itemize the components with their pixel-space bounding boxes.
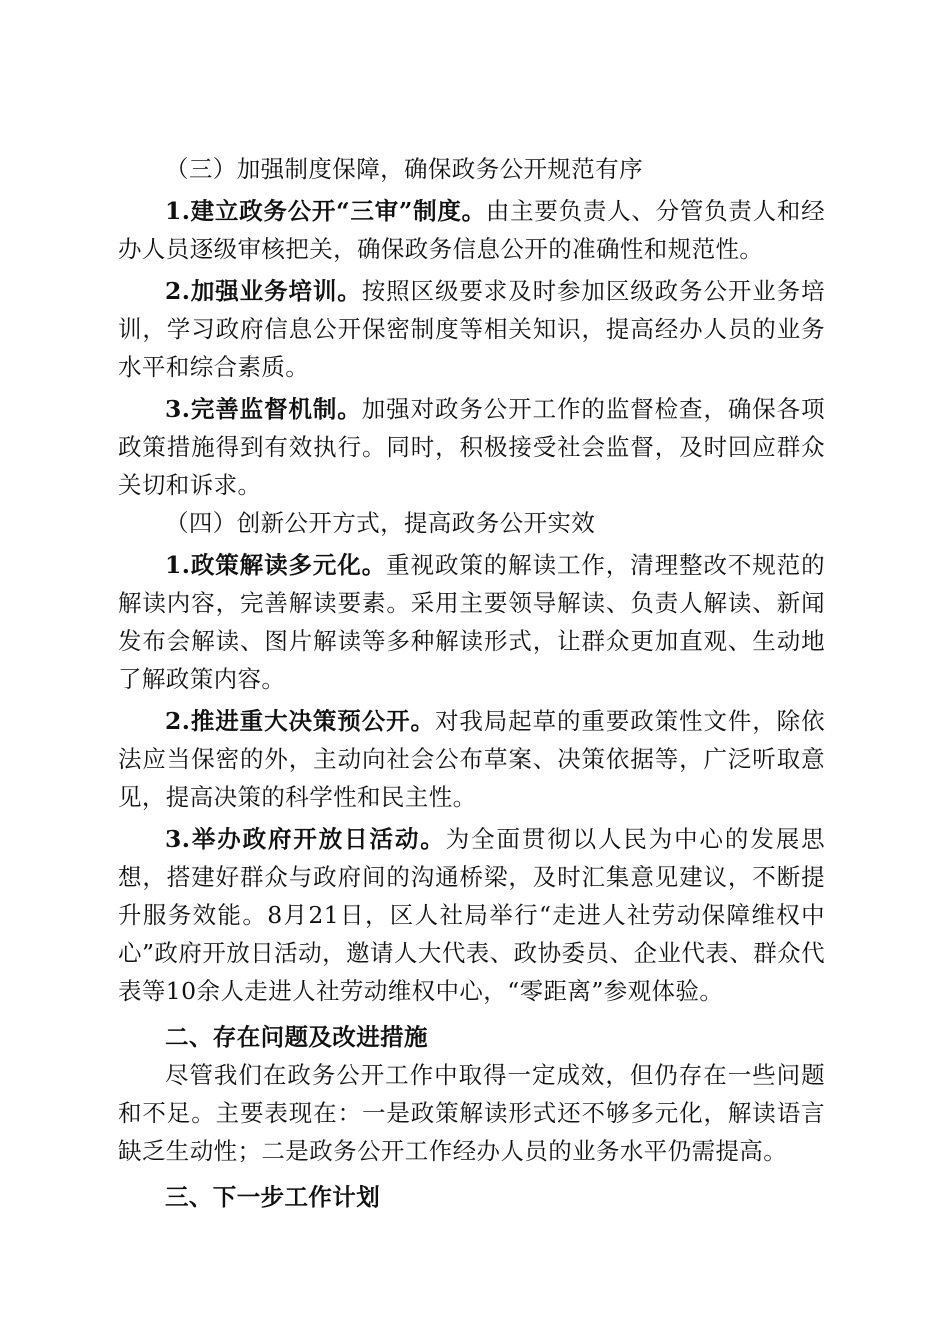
paragraph-section-2 [118,1056,825,1170]
paragraph-4-3 [118,820,825,1010]
paragraph-3-1 [118,192,825,268]
paragraph-4-1-text: 重视政策的解读工作，清理整改不规范的解读内容，完善解读要素。采用主要领导解读、负责人解读、新闻发布会解读、图片解读等多种解读形式，让群众更加直观、生动地了解政策内容。 [118,551,825,693]
document-body [118,150,825,1216]
subsection-heading-3-text: （三）加强制度保障，确保政务公开规范有序 [165,155,643,183]
paragraph-3-3-text: 加强对政务公开工作的监督检查，确保各项政策措施得到有效执行。同时，积极接受社会监督，及时回应群众关切和诉求。 [118,395,825,499]
paragraph-4-1 [118,546,825,698]
section-heading-3 [118,1178,825,1216]
subsection-heading-4 [118,504,825,542]
section-heading-3-text: 三、下一步工作计划 [165,1183,381,1211]
subsection-heading-3 [118,150,825,188]
paragraph-3-3-lead: 3.完善监督机制。 [165,395,362,423]
paragraph-4-1-lead: 1.政策解读多元化。 [165,551,387,579]
section-heading-2 [118,1018,825,1056]
paragraph-3-2-lead: 2.加强业务培训。 [165,277,362,305]
paragraph-3-1-text: 由主要负责人、分管负责人和经办人员逐级审核把关，确保政务信息公开的准确性和规范性。 [118,197,825,263]
paragraph-section-2-text: 尽管我们在政务公开工作中取得一定成效，但仍存在一些问题和不足。主要表现在：一是政策解读形式还不够多元化，解读语言缺乏生动性；二是政务公开工作经办人员的业务水平仍需提高。 [118,1061,825,1165]
section-heading-2-text: 二、存在问题及改进措施 [165,1023,428,1051]
paragraph-3-1-lead: 1.建立政务公开“三审”制度。 [165,197,486,225]
paragraph-4-2-lead: 2.推进重大决策预公开。 [165,707,435,735]
paragraph-4-3-lead: 3.举办政府开放日活动。 [165,825,446,853]
subsection-heading-4-text: （四）创新公开方式，提高政务公开实效 [165,509,596,537]
paragraph-4-2 [118,702,825,816]
paragraph-3-2 [118,272,825,386]
paragraph-4-3-text: 为全面贯彻以人民为中心的发展思想，搭建好群众与政府间的沟通桥梁，及时汇集意见建议，不断提升服务效能。8月21日，区人社局举行“走进人社劳动保障维权中心”政府开放日活动，邀请人大代表、政协委员、企业代表、群众代表等10余人走进人社劳动维权中心，“零距离”参观体验。 [118,825,825,1005]
paragraph-4-2-text: 对我局起草的重要政策性文件，除依法应当保密的外，主动向社会公布草案、决策依据等，广泛听取意见，提高决策的科学性和民主性。 [118,707,825,811]
paragraph-3-3 [118,390,825,504]
paragraph-3-2-text: 按照区级要求及时参加区级政务公开业务培训，学习政府信息公开保密制度等相关知识，提高经办人员的业务水平和综合素质。 [118,277,825,381]
